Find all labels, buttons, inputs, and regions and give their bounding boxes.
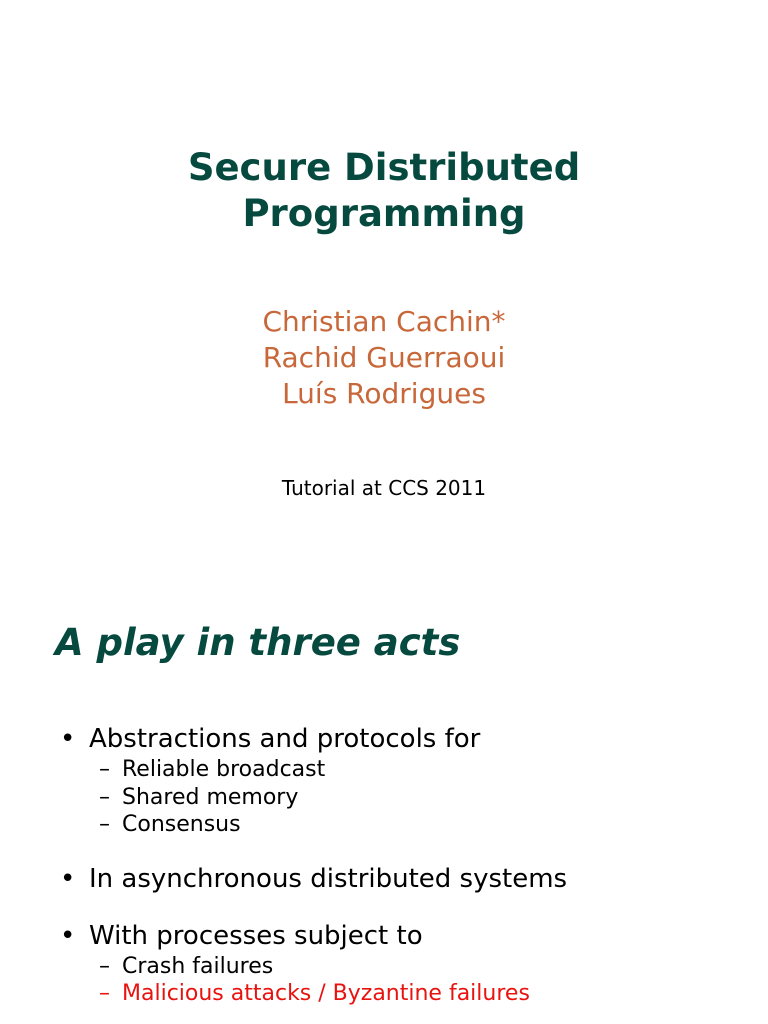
sub-bullet-text: Crash failures bbox=[122, 953, 274, 979]
dash-icon: – bbox=[99, 757, 110, 782]
author-list bbox=[0, 304, 768, 412]
sub-bullet-item bbox=[89, 784, 750, 812]
bullet-item bbox=[60, 722, 750, 839]
bullet-point-icon: • bbox=[60, 920, 76, 951]
sub-bullet-item bbox=[89, 953, 750, 981]
section-heading: A play in three acts bbox=[55, 621, 461, 664]
bullet-point-icon: • bbox=[60, 863, 76, 894]
bullet-text: In asynchronous distributed systems bbox=[89, 863, 568, 894]
dash-icon: – bbox=[99, 981, 110, 1006]
author-name: Luís Rodrigues bbox=[282, 377, 486, 410]
venue-line: Tutorial at CCS 2011 bbox=[281, 476, 487, 500]
dash-icon: – bbox=[99, 812, 110, 837]
slide-title-line-1: Secure Distributed bbox=[187, 146, 581, 189]
bullet-list bbox=[60, 722, 750, 1008]
bullet-text: Abstractions and protocols for bbox=[89, 724, 481, 754]
dash-icon: – bbox=[99, 953, 110, 979]
slide-title bbox=[0, 145, 768, 237]
author-name: Rachid Guerraoui bbox=[262, 341, 506, 374]
bullet-text: With processes subject to bbox=[89, 920, 423, 951]
author-name: Christian Cachin* bbox=[262, 305, 506, 338]
dash-icon: – bbox=[99, 784, 110, 810]
bullet-item bbox=[60, 862, 750, 896]
sub-bullet-text: Malicious attacks / Byzantine failures bbox=[122, 981, 530, 1006]
sub-bullet-text: Shared memory bbox=[122, 784, 299, 810]
sub-bullet-list bbox=[89, 756, 750, 839]
sub-bullet-item bbox=[89, 756, 750, 784]
sub-bullet-text: Consensus bbox=[122, 812, 241, 837]
bullet-point-icon: • bbox=[60, 724, 76, 754]
sub-bullet-item-highlighted bbox=[89, 980, 750, 1008]
slide-title-line-2: Programming bbox=[242, 192, 526, 235]
bullet-item bbox=[60, 919, 750, 1008]
sub-bullet-text: Reliable broadcast bbox=[122, 757, 326, 782]
sub-bullet-list bbox=[89, 953, 750, 1008]
sub-bullet-item bbox=[89, 811, 750, 839]
